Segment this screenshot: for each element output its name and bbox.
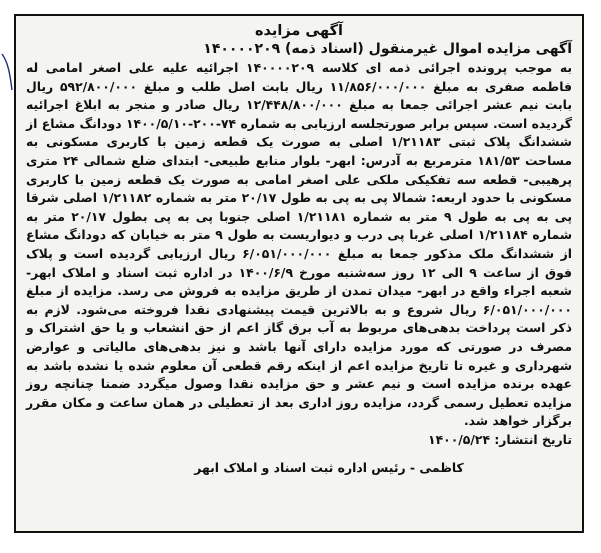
auction-notice — [14, 14, 584, 533]
signature-line: کاظمی - رئیس اداره ثبت اسناد و املاک ابهر — [194, 459, 464, 475]
notice-title: آگهی مزایده — [254, 23, 344, 39]
notice-subtitle: آگهی مزایده اموال غیرمنقول (اسناد ذمه) ۱۴۰۰۰۰۲۰۹ — [203, 41, 572, 57]
margin-pen-mark — [0, 52, 14, 92]
publication-date: تاریخ انتشار: ۱۴۰۰/۵/۲۴ — [428, 431, 572, 447]
notice-body: به موجب پرونده اجرائی ذمه ای کلاسه ۱۴۰۰۰۰۲۰۹ اجرائیه علیه علی اصغر امامی له فاطمه صفری به مبلغ ۱۱/۸۵۶/۰۰۰/۰۰۰ ریال بابت اصل طلب و مبلغ ۵۹۲/۸۰۰/۰۰۰ ریال بابت نیم عشر اجرائی جمعا به مبلغ ۱۲/۴۴۸/۸۰۰/۰۰۰ ریال صادر و منجر به ابلاغ اجرائیه گردیده است. سپس برابر صورتجلسه ارزیابی به شماره ۷۴-۲۰۰-۱۴۰۰/۵/۱۰ دودانگ مشاع از ششدانگ پلاک ثبتی ۱/۲۱۱۸۳ اصلی به صورت یک قطعه زمین با کاربری مسکونی به مساحت ۱۸۱/۵۳ مترمربع به آدرس: ابهر- بلوار منابع طبیعی- ابتدای ضلع شمالی ۲۴ متری پرهیبی- قطعه سه تفکیکی ملکی علی اصغر امامی به صورت یک قطعه زمین با کاربری مسکونی با حدود اربعه: شمالا پی به پی به طول ۲۰/۱۷ متر به شماره ۱/۲۱۱۸۲ اصلی شرقا پی به پی به طول ۹ متر به شماره ۱/۲۱۱۸۱ اصلی جنوبا پی به پی بطول ۲۰/۱۷ متر به شماره ۱/۲۱۱۸۴ اصلی غربا پی درب و دیواریست به طول ۹ متر به خیابان که دودانگ مشاع از ششدانگ ملک مذکور جمعا به مبلغ ۶/۰۵۱/۰۰۰/۰۰۰ ریال ارزیابی گردیده است و پلاک فوق از ساعت ۹ الی ۱۲ روز سه‌شنبه مورخ ۱۴۰۰/۶/۹ در اداره ثبت اسناد و املاک ابهر- شعبه اجراء واقع در ابهر- میدان تمدن از طریق مزایده به فروش می رسد. مزایده از مبلغ ۶/۰۵۱/۰۰۰/۰۰۰ ریال شروع و به بالاترین قیمت پیشنهادی نقدا فروخته می‌شود. لازم به ذکر است پرداخت بدهی‌های مربوط به آب برق گاز اعم از حق انشعاب و یا حق اشتراک و مصرف در صورتی که مورد مزایده دارای آنها باشد و نیز بدهی‌های مالیاتی و عوارض شهرداری و غیره تا تاریخ مزایده اعم از اینکه رقم قطعی آن معلوم شده یا نشده باشد به عهده برنده مزایده است و نیم عشر و حق مزایده نقدا وصول میگردد ضمنا چنانچه روز مزایده تعطیل رسمی گردد، مزایده روز اداری بعد از تعطیلی در همان ساعت و مکان مقرر برگزار خواهد شد. — [26, 60, 573, 429]
